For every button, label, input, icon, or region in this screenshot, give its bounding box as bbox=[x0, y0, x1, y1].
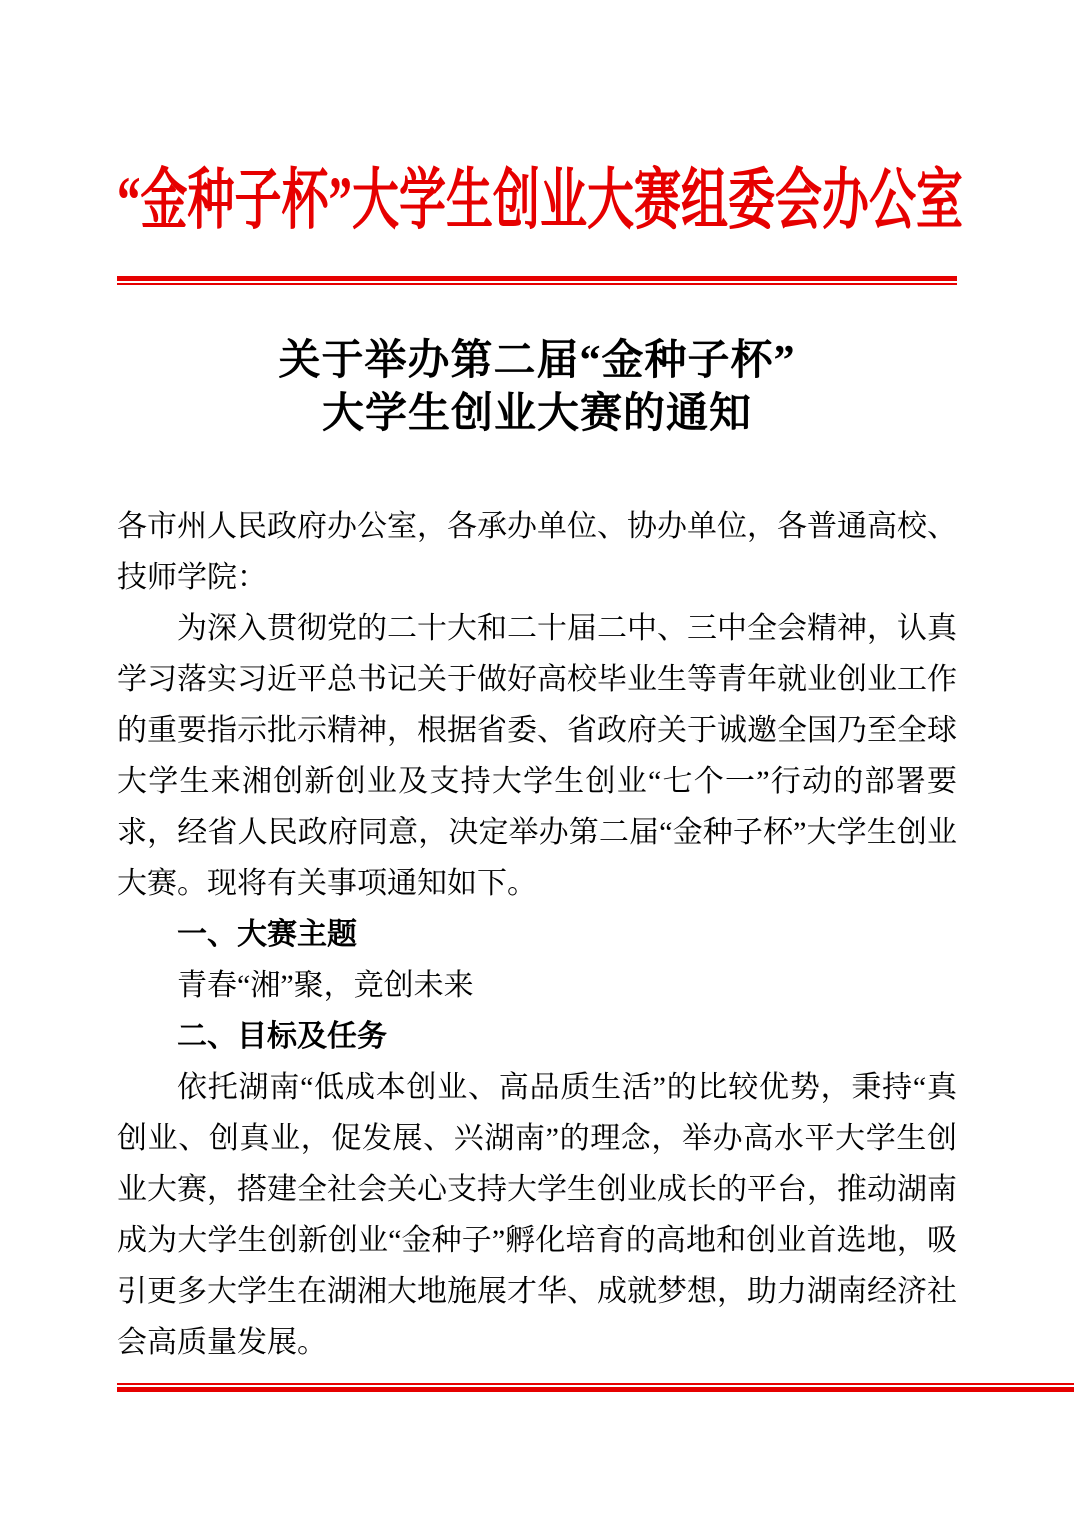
document-body bbox=[117, 501, 957, 1368]
letterhead-org-name: “金种子杯”大学生创业大赛组委会办公室 bbox=[117, 164, 963, 238]
notice-title-line1: 关于举办第二届“金种子杯” bbox=[278, 338, 796, 384]
intro-paragraph: 为深入贯彻党的二十大和二十届二中、三中全会精神，认真学习落实习近平总书记关于做好高校毕业生等青年就业创业工作的重要指示批示精神，根据省委、省政府关于诚邀全国乃至全球大学生来湘创新创业及支持大学生创业“七个一”行动的部署要求，经省人民政府同意，决定举办第二届“金种子杯”大学生创业大赛。现将有关事项通知如下。 bbox=[117, 612, 957, 900]
red-separator-top-thick-line bbox=[117, 276, 957, 281]
notice-title-line2: 大学生创业大赛的通知 bbox=[321, 391, 752, 437]
red-separator-bottom bbox=[117, 1383, 1074, 1392]
section-2-paragraph: 依托湖南“低成本创业、高品质生活”的比较优势，秉持“真创业、创真业，促发展、兴湖南”的理念，举办高水平大学生创业大赛，搭建全社会关心支持大学生创业成长的平台，推动湖南成为大学生创新创业“金种子”孵化培育的高地和创业首选地，吸引更多大学生在湖湘大地施展才华、成就梦想，助力湖南经济社会高质量发展。 bbox=[117, 1071, 957, 1359]
section-1-theme-text: 青春“湘”聚，竞创未来 bbox=[177, 969, 474, 1002]
notice-title bbox=[117, 335, 957, 441]
red-separator-bottom-thin-line bbox=[117, 1383, 1074, 1385]
section-2-heading: 二、目标及任务 bbox=[177, 1020, 387, 1053]
section-1-heading: 一、大赛主题 bbox=[177, 918, 357, 951]
red-separator-bottom-thick-line bbox=[117, 1387, 1074, 1392]
red-separator-top bbox=[117, 276, 957, 285]
salutation: 各市州人民政府办公室，各承办单位、协办单位，各普通高校、技师学院： bbox=[117, 510, 957, 594]
red-separator-top-thin-line bbox=[117, 283, 957, 285]
